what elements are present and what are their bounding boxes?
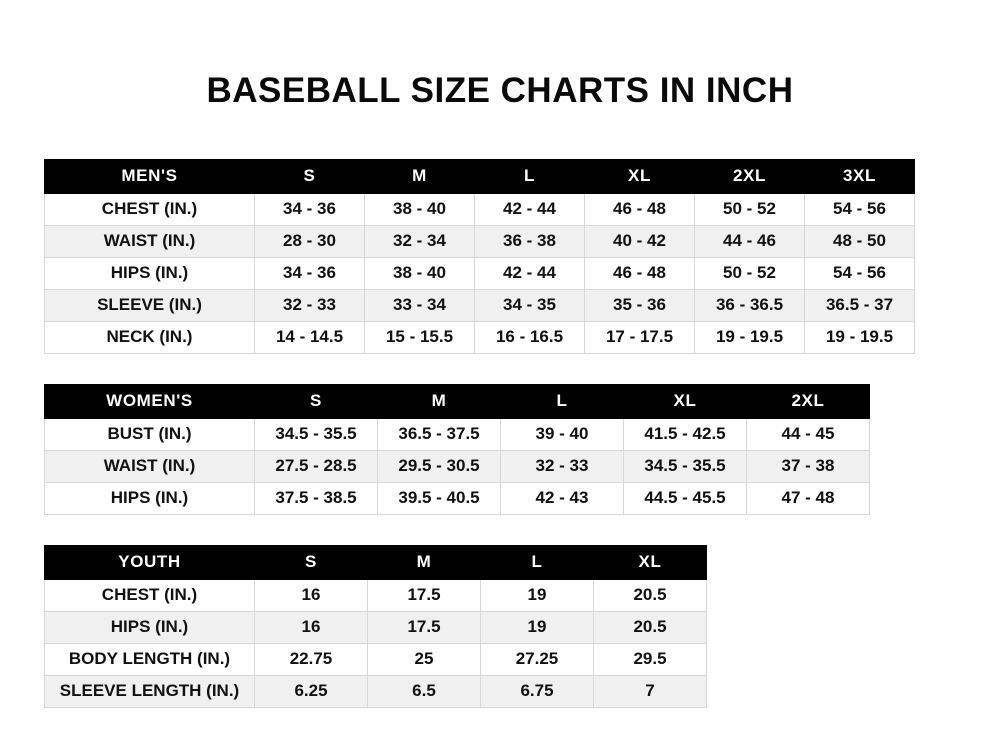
column-header: MEN'S [45, 159, 255, 193]
table-cell: 28 - 30 [255, 225, 365, 257]
table-row [45, 289, 915, 321]
column-header: S [255, 159, 365, 193]
womens-table-header [45, 384, 870, 418]
column-header: M [368, 545, 481, 579]
table-cell: 47 - 48 [747, 482, 870, 514]
table-cell: 27.25 [481, 643, 594, 675]
table-cell: 16 [255, 579, 368, 611]
page-title: BASEBALL SIZE CHARTS IN INCH [206, 71, 794, 110]
table-row [45, 418, 870, 450]
table-cell: 20.5 [594, 611, 707, 643]
row-label: CHEST (IN.) [45, 193, 255, 225]
column-header: S [255, 545, 368, 579]
column-header: L [481, 545, 594, 579]
table-cell: 36.5 - 37 [805, 289, 915, 321]
table-cell: 17.5 [368, 579, 481, 611]
table-cell: 17.5 [368, 611, 481, 643]
table-cell: 41.5 - 42.5 [624, 418, 747, 450]
size-tables-container [0, 159, 1000, 708]
table-cell: 19 - 19.5 [695, 321, 805, 353]
table-cell: 17 - 17.5 [585, 321, 695, 353]
table-cell: 37.5 - 38.5 [255, 482, 378, 514]
table-cell: 34 - 35 [475, 289, 585, 321]
table-cell: 38 - 40 [365, 257, 475, 289]
table-cell: 36 - 38 [475, 225, 585, 257]
womens-table-body [45, 418, 870, 514]
table-cell: 54 - 56 [805, 257, 915, 289]
table-cell: 19 - 19.5 [805, 321, 915, 353]
column-header: 2XL [695, 159, 805, 193]
table-cell: 6.25 [255, 675, 368, 707]
womens-size-table [44, 384, 870, 515]
table-cell: 42 - 44 [475, 257, 585, 289]
table-cell: 40 - 42 [585, 225, 695, 257]
row-label: HIPS (IN.) [45, 611, 255, 643]
table-cell: 34 - 36 [255, 193, 365, 225]
table-cell: 44 - 45 [747, 418, 870, 450]
table-row [45, 675, 707, 707]
table-cell: 34 - 36 [255, 257, 365, 289]
table-cell: 25 [368, 643, 481, 675]
table-row [45, 450, 870, 482]
table-row [45, 611, 707, 643]
youth-size-table [44, 545, 707, 708]
table-cell: 37 - 38 [747, 450, 870, 482]
column-header: 2XL [747, 384, 870, 418]
table-cell: 16 - 16.5 [475, 321, 585, 353]
table-cell: 42 - 44 [475, 193, 585, 225]
table-cell: 27.5 - 28.5 [255, 450, 378, 482]
mens-size-table [44, 159, 915, 354]
youth-table-body [45, 579, 707, 707]
row-label: HIPS (IN.) [45, 257, 255, 289]
table-cell: 54 - 56 [805, 193, 915, 225]
table-cell: 15 - 15.5 [365, 321, 475, 353]
table-cell: 19 [481, 579, 594, 611]
table-cell: 44.5 - 45.5 [624, 482, 747, 514]
column-header: XL [624, 384, 747, 418]
table-cell: 38 - 40 [365, 193, 475, 225]
row-label: CHEST (IN.) [45, 579, 255, 611]
table-row [45, 225, 915, 257]
table-cell: 39 - 40 [501, 418, 624, 450]
column-header: WOMEN'S [45, 384, 255, 418]
table-row [45, 482, 870, 514]
table-cell: 46 - 48 [585, 257, 695, 289]
mens-table-body [45, 193, 915, 353]
table-cell: 36 - 36.5 [695, 289, 805, 321]
table-cell: 44 - 46 [695, 225, 805, 257]
column-header: L [475, 159, 585, 193]
row-label: HIPS (IN.) [45, 482, 255, 514]
table-cell: 48 - 50 [805, 225, 915, 257]
youth-table-header [45, 545, 707, 579]
table-cell: 33 - 34 [365, 289, 475, 321]
table-cell: 6.75 [481, 675, 594, 707]
table-row [45, 257, 915, 289]
table-cell: 34.5 - 35.5 [624, 450, 747, 482]
table-cell: 46 - 48 [585, 193, 695, 225]
mens-table-header [45, 159, 915, 193]
table-cell: 36.5 - 37.5 [378, 418, 501, 450]
column-header: S [255, 384, 378, 418]
table-row [45, 643, 707, 675]
table-cell: 32 - 33 [501, 450, 624, 482]
table-header-row [45, 384, 870, 418]
column-header: L [501, 384, 624, 418]
table-cell: 50 - 52 [695, 193, 805, 225]
row-label: WAIST (IN.) [45, 225, 255, 257]
table-cell: 29.5 [594, 643, 707, 675]
table-cell: 7 [594, 675, 707, 707]
table-row [45, 193, 915, 225]
table-cell: 6.5 [368, 675, 481, 707]
table-cell: 16 [255, 611, 368, 643]
table-cell: 29.5 - 30.5 [378, 450, 501, 482]
column-header: XL [594, 545, 707, 579]
column-header: XL [585, 159, 695, 193]
table-row [45, 321, 915, 353]
row-label: WAIST (IN.) [45, 450, 255, 482]
table-cell: 50 - 52 [695, 257, 805, 289]
table-cell: 42 - 43 [501, 482, 624, 514]
row-label: SLEEVE LENGTH (IN.) [45, 675, 255, 707]
row-label: NECK (IN.) [45, 321, 255, 353]
table-cell: 32 - 34 [365, 225, 475, 257]
table-cell: 14 - 14.5 [255, 321, 365, 353]
row-label: BUST (IN.) [45, 418, 255, 450]
column-header: M [378, 384, 501, 418]
table-cell: 39.5 - 40.5 [378, 482, 501, 514]
table-header-row [45, 159, 915, 193]
column-header: M [365, 159, 475, 193]
table-header-row [45, 545, 707, 579]
row-label: SLEEVE (IN.) [45, 289, 255, 321]
table-cell: 19 [481, 611, 594, 643]
table-cell: 34.5 - 35.5 [255, 418, 378, 450]
table-cell: 20.5 [594, 579, 707, 611]
table-row [45, 579, 707, 611]
column-header: 3XL [805, 159, 915, 193]
column-header: YOUTH [45, 545, 255, 579]
table-cell: 32 - 33 [255, 289, 365, 321]
table-cell: 22.75 [255, 643, 368, 675]
table-cell: 35 - 36 [585, 289, 695, 321]
row-label: BODY LENGTH (IN.) [45, 643, 255, 675]
